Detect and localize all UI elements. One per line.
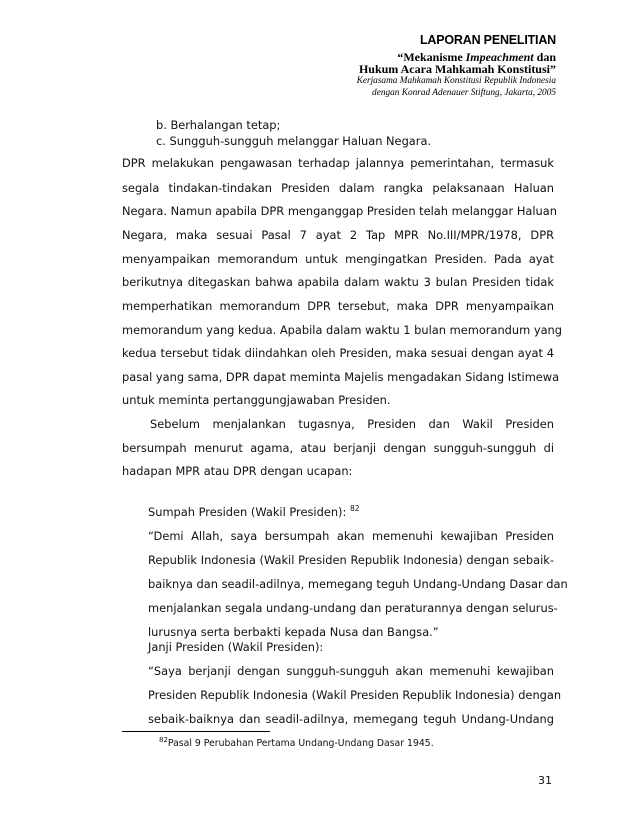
collaboration-note-line-1: Kerjasama Mahkamah Konstitusi Republik Indonesia: [356, 76, 556, 86]
oath-line: Republik Indonesia (Wakil Presiden Republik Indonesia) dengan sebaik-: [148, 553, 554, 567]
paragraph-line: menyampaikan memorandum untuk mengingatkan Presiden. Pada ayat: [122, 252, 554, 266]
paragraph-line: pasal yang sama, DPR dapat meminta Majelis mengadakan Sidang Istimewa: [122, 370, 560, 384]
page-number: 31: [538, 774, 552, 787]
list-item: b. Berhalangan tetap;: [156, 118, 281, 132]
footnote: [159, 738, 434, 749]
subtitle-italic-word: Impeachment: [465, 50, 534, 64]
oath-line: baiknya dan seadil-adilnya, memegang teguh Undang-Undang Dasar dan: [148, 577, 568, 591]
promise-heading: Janji Presiden (Wakil Presiden):: [148, 640, 324, 654]
promise-line: “Saya berjanji dengan sungguh-sungguh akan memenuhi kewajiban: [148, 664, 554, 678]
paragraph-line: hadapan MPR atau DPR dengan ucapan:: [122, 464, 353, 478]
footnote-divider: [122, 731, 270, 732]
paragraph-line: Negara. Namun apabila DPR menganggap Presiden telah melanggar Haluan: [122, 204, 557, 218]
paragraph-line: berikutnya ditegaskan bahwa apabila dalam waktu 3 bulan Presiden tidak: [122, 275, 554, 289]
paragraph-line: untuk meminta pertanggungjawaban Presiden.: [122, 393, 391, 407]
footnote-ref: 82: [349, 504, 360, 513]
report-title: LAPORAN PENELITIAN: [420, 33, 556, 47]
oath-heading-text: Sumpah Presiden (Wakil Presiden):: [148, 505, 347, 519]
paragraph-line: Sebelum menjalankan tugasnya, Presiden dan Wakil Presiden: [150, 417, 554, 431]
paragraph-line: Negara, maka sesuai Pasal 7 ayat 2 Tap MPR No.III/MPR/1978, DPR: [122, 228, 554, 242]
oath-line: “Demi Allah, saya bersumpah akan memenuhi kewajiban Presiden: [148, 529, 554, 543]
promise-last-line-wrap: [122, 0, 568, 826]
subtitle-close: dan: [533, 50, 556, 64]
oath-line: lurusnya serta berbakti kepada Nusa dan Bangsa.”: [148, 625, 439, 639]
oath-line: menjalankan segala undang-undang dan peraturannya dengan selurus-: [148, 601, 558, 615]
paragraph-line: kedua tersebut tidak diindahkan oleh Presiden, maka sesuai dengan ayat 4: [122, 346, 554, 360]
promise-line: Presiden Republik Indonesia (Wakil Presiden Republik Indonesia) dengan: [148, 688, 562, 702]
footnote-number: 82: [159, 736, 168, 744]
subtitle-open: “Mekanisme: [397, 50, 466, 64]
paragraph-line: DPR melakukan pengawasan terhadap jalannya pemerintahan, termasuk: [122, 156, 554, 170]
paragraph-line: bersumpah menurut agama, atau berjanji dengan sungguh-sungguh di: [122, 441, 554, 455]
paragraph-line: segala tindakan-tindakan Presiden dalam rangka pelaksanaan Haluan: [122, 181, 554, 195]
footnote-text: Pasal 9 Perubahan Pertama Undang-Undang Dasar 1945.: [167, 738, 434, 749]
paragraph-line: memperhatikan memorandum DPR tersebut, maka DPR menyampaikan: [122, 299, 554, 313]
promise-line: sebaik-baiknya dan seadil-adilnya, memegang teguh Undang-Undang: [148, 712, 554, 726]
report-subtitle-line-2: Hukum Acara Mahkamah Konstitusi”: [358, 62, 556, 76]
collaboration-note-line-2: dengan Konrad Adenauer Stiftung, Jakarta, 2005: [372, 88, 556, 98]
paragraph-line: memorandum yang kedua. Apabila dalam waktu 1 bulan memorandum yang: [122, 323, 563, 337]
list-item: c. Sungguh-sungguh melanggar Haluan Negara.: [156, 134, 432, 148]
